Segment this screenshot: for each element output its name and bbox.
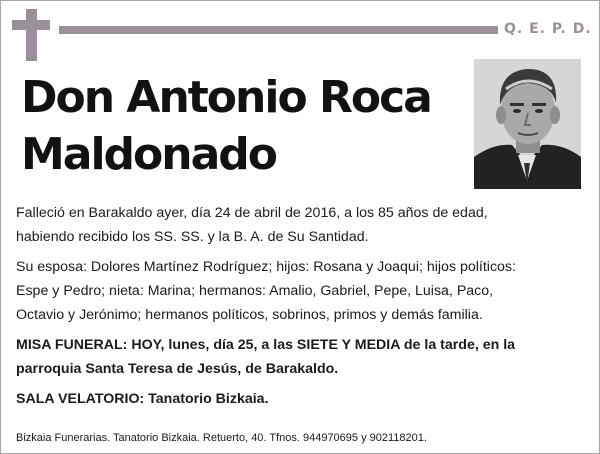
funeral-home-footer: Bizkaia Funerarias. Tanatorio Bizkaia. Retuerto, 40. Tfnos. 944970695 y 902118201. — [16, 432, 427, 444]
cross-vertical-bar — [26, 9, 37, 61]
cross-horizontal-bar — [12, 20, 50, 30]
funeral-line-2: parroquia Santa Teresa de Jesús, de Barakaldo. — [16, 361, 339, 377]
death-line-2: habiendo recibido los SS. SS. y la B. A. de Su Santidad. — [16, 229, 369, 245]
family-line-1: Su esposa: Dolores Martínez Rodríguez; hijos: Rosana y Joaqui; hijos políticos: — [16, 259, 516, 275]
death-line-1: Falleció en Barakaldo ayer, día 24 de abril de 2016, a los 85 años de edad, — [16, 205, 488, 221]
portrait-photo — [474, 59, 581, 189]
family-line-3: Octavio y Jerónimo; hermanos políticos, sobrinos, primos y demás familia. — [16, 307, 483, 323]
name-line-1: Don Antonio Roca — [21, 72, 431, 123]
family-line-2: Espe y Pedro; nieta: Marina; hermanos: Amalio, Gabriel, Pepe, Luisa, Paco, — [16, 283, 494, 299]
qepd-label: Q. E. P. D. — [504, 21, 592, 37]
notice-body — [16, 201, 588, 417]
header-band — [59, 26, 498, 34]
family-paragraph — [16, 255, 588, 327]
deceased-name — [21, 69, 461, 183]
funeral-line-1: MISA FUNERAL: HOY, lunes, día 25, a las SIETE Y MEDIA de la tarde, en la — [16, 337, 516, 353]
name-line-2: Maldonado — [21, 129, 277, 180]
velatorio-line: SALA VELATORIO: Tanatorio Bizkaia. — [16, 391, 269, 407]
velatorio-paragraph — [16, 387, 588, 411]
funeral-paragraph — [16, 333, 588, 381]
death-paragraph — [16, 201, 588, 249]
